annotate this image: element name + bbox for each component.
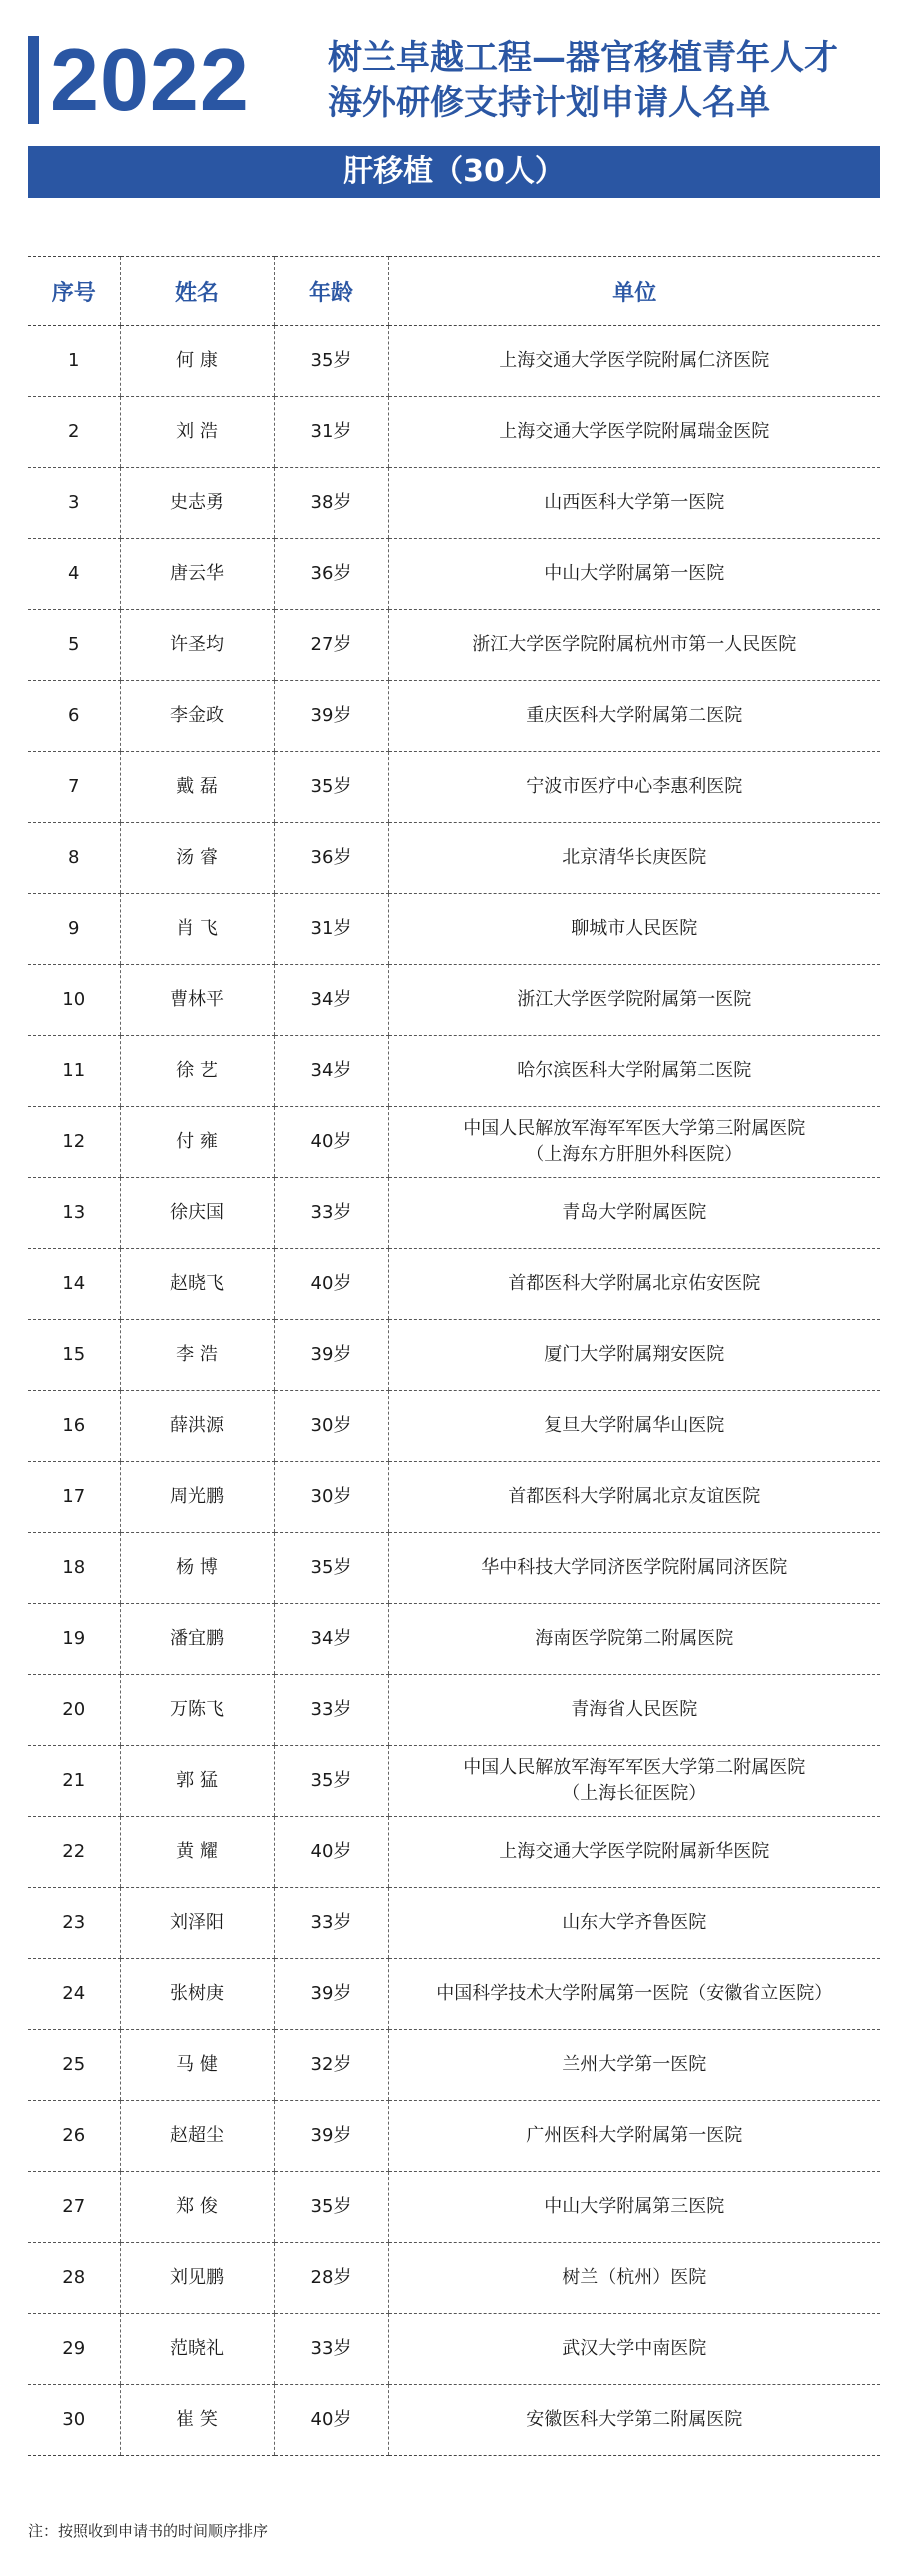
cell-number: 5 bbox=[28, 610, 120, 681]
title-line-2: 海外研修支持计划申请人名单 bbox=[328, 83, 770, 123]
cell-number: 21 bbox=[28, 1746, 120, 1817]
cell-name: 刘见鹏 bbox=[120, 2243, 274, 2314]
cell-unit: 复旦大学附属华山医院 bbox=[388, 1391, 880, 1462]
cell-number: 16 bbox=[28, 1391, 120, 1462]
cell-name: 李金政 bbox=[120, 681, 274, 752]
cell-name: 潘宜鹏 bbox=[120, 1604, 274, 1675]
cell-unit: 宁波市医疗中心李惠利医院 bbox=[388, 752, 880, 823]
table-row bbox=[28, 681, 880, 752]
cell-age: 40岁 bbox=[274, 1107, 388, 1178]
cell-age: 40岁 bbox=[274, 1249, 388, 1320]
cell-name: 肖 飞 bbox=[120, 894, 274, 965]
cell-age: 33岁 bbox=[274, 1888, 388, 1959]
cell-number: 12 bbox=[28, 1107, 120, 1178]
cell-name: 范晓礼 bbox=[120, 2314, 274, 2385]
cell-name: 许圣均 bbox=[120, 610, 274, 681]
cell-name: 薛洪源 bbox=[120, 1391, 274, 1462]
table-row bbox=[28, 1249, 880, 1320]
category-banner: 肝移植（30人） bbox=[28, 146, 880, 198]
table-row bbox=[28, 397, 880, 468]
cell-unit: 首都医科大学附属北京友谊医院 bbox=[388, 1462, 880, 1533]
cell-unit: 树兰（杭州）医院 bbox=[388, 2243, 880, 2314]
cell-unit: 北京清华长庚医院 bbox=[388, 823, 880, 894]
cell-number: 18 bbox=[28, 1533, 120, 1604]
cell-age: 34岁 bbox=[274, 1036, 388, 1107]
column-header-name: 姓名 bbox=[120, 257, 274, 326]
cell-name: 黄 耀 bbox=[120, 1817, 274, 1888]
cell-age: 36岁 bbox=[274, 823, 388, 894]
table-row bbox=[28, 610, 880, 681]
cell-number: 24 bbox=[28, 1959, 120, 2030]
cell-unit: 武汉大学中南医院 bbox=[388, 2314, 880, 2385]
cell-name: 郑 俊 bbox=[120, 2172, 274, 2243]
table-row bbox=[28, 1746, 880, 1817]
cell-name: 郭 猛 bbox=[120, 1746, 274, 1817]
cell-age: 31岁 bbox=[274, 894, 388, 965]
table-row bbox=[28, 1959, 880, 2030]
cell-age: 28岁 bbox=[274, 2243, 388, 2314]
cell-age: 34岁 bbox=[274, 1604, 388, 1675]
cell-age: 33岁 bbox=[274, 2314, 388, 2385]
column-header-age: 年龄 bbox=[274, 257, 388, 326]
column-header-number: 序号 bbox=[28, 257, 120, 326]
cell-number: 1 bbox=[28, 326, 120, 397]
cell-number: 7 bbox=[28, 752, 120, 823]
cell-name: 杨 博 bbox=[120, 1533, 274, 1604]
cell-age: 31岁 bbox=[274, 397, 388, 468]
cell-unit: 聊城市人民医院 bbox=[388, 894, 880, 965]
cell-name: 戴 磊 bbox=[120, 752, 274, 823]
cell-unit: 上海交通大学医学院附属仁济医院 bbox=[388, 326, 880, 397]
cell-age: 35岁 bbox=[274, 1746, 388, 1817]
cell-name: 徐 艺 bbox=[120, 1036, 274, 1107]
table-row bbox=[28, 2243, 880, 2314]
table-header-row bbox=[28, 257, 880, 326]
cell-number: 4 bbox=[28, 539, 120, 610]
table-row bbox=[28, 965, 880, 1036]
table-row bbox=[28, 1604, 880, 1675]
table-row bbox=[28, 1178, 880, 1249]
cell-number: 30 bbox=[28, 2385, 120, 2456]
table-row bbox=[28, 823, 880, 894]
table-row bbox=[28, 468, 880, 539]
cell-age: 35岁 bbox=[274, 752, 388, 823]
cell-number: 11 bbox=[28, 1036, 120, 1107]
table-row bbox=[28, 326, 880, 397]
table-row bbox=[28, 1391, 880, 1462]
cell-unit: 华中科技大学同济医学院附属同济医院 bbox=[388, 1533, 880, 1604]
cell-age: 39岁 bbox=[274, 681, 388, 752]
column-header-unit: 单位 bbox=[388, 257, 880, 326]
cell-unit: 中山大学附属第一医院 bbox=[388, 539, 880, 610]
cell-age: 39岁 bbox=[274, 1959, 388, 2030]
cell-number: 19 bbox=[28, 1604, 120, 1675]
cell-number: 26 bbox=[28, 2101, 120, 2172]
cell-unit: 哈尔滨医科大学附属第二医院 bbox=[388, 1036, 880, 1107]
year-heading: 2022 bbox=[50, 30, 250, 129]
cell-unit: 山东大学齐鲁医院 bbox=[388, 1888, 880, 1959]
cell-unit: 上海交通大学医学院附属新华医院 bbox=[388, 1817, 880, 1888]
cell-name: 汤 睿 bbox=[120, 823, 274, 894]
cell-age: 33岁 bbox=[274, 1675, 388, 1746]
cell-age: 39岁 bbox=[274, 2101, 388, 2172]
cell-number: 6 bbox=[28, 681, 120, 752]
cell-unit: 上海交通大学医学院附属瑞金医院 bbox=[388, 397, 880, 468]
cell-age: 27岁 bbox=[274, 610, 388, 681]
accent-bar bbox=[28, 36, 39, 124]
cell-unit: 青岛大学附属医院 bbox=[388, 1178, 880, 1249]
page-header bbox=[28, 30, 888, 130]
cell-name: 李 浩 bbox=[120, 1320, 274, 1391]
cell-unit: 重庆医科大学附属第二医院 bbox=[388, 681, 880, 752]
cell-age: 30岁 bbox=[274, 1391, 388, 1462]
cell-unit: 广州医科大学附属第一医院 bbox=[388, 2101, 880, 2172]
cell-number: 27 bbox=[28, 2172, 120, 2243]
cell-age: 30岁 bbox=[274, 1462, 388, 1533]
table-row bbox=[28, 2172, 880, 2243]
table-row bbox=[28, 539, 880, 610]
table-row bbox=[28, 752, 880, 823]
cell-number: 15 bbox=[28, 1320, 120, 1391]
cell-name: 刘泽阳 bbox=[120, 1888, 274, 1959]
cell-age: 35岁 bbox=[274, 2172, 388, 2243]
cell-number: 29 bbox=[28, 2314, 120, 2385]
cell-unit: 海南医学院第二附属医院 bbox=[388, 1604, 880, 1675]
table-row bbox=[28, 1036, 880, 1107]
cell-name: 张树庚 bbox=[120, 1959, 274, 2030]
cell-age: 32岁 bbox=[274, 2030, 388, 2101]
cell-number: 22 bbox=[28, 1817, 120, 1888]
cell-name: 周光鹏 bbox=[120, 1462, 274, 1533]
cell-unit: 安徽医科大学第二附属医院 bbox=[388, 2385, 880, 2456]
cell-age: 40岁 bbox=[274, 2385, 388, 2456]
cell-name: 曹林平 bbox=[120, 965, 274, 1036]
cell-number: 28 bbox=[28, 2243, 120, 2314]
cell-age: 38岁 bbox=[274, 468, 388, 539]
cell-age: 35岁 bbox=[274, 1533, 388, 1604]
table-row bbox=[28, 1675, 880, 1746]
cell-number: 14 bbox=[28, 1249, 120, 1320]
cell-name: 万陈飞 bbox=[120, 1675, 274, 1746]
cell-number: 9 bbox=[28, 894, 120, 965]
cell-unit: 厦门大学附属翔安医院 bbox=[388, 1320, 880, 1391]
table-row bbox=[28, 1462, 880, 1533]
cell-name: 徐庆国 bbox=[120, 1178, 274, 1249]
cell-unit: 首都医科大学附属北京佑安医院 bbox=[388, 1249, 880, 1320]
table-row bbox=[28, 1888, 880, 1959]
title-line-1: 树兰卓越工程—器官移植青年人才 bbox=[328, 38, 838, 78]
cell-name: 唐云华 bbox=[120, 539, 274, 610]
cell-age: 34岁 bbox=[274, 965, 388, 1036]
cell-name: 史志勇 bbox=[120, 468, 274, 539]
cell-name: 赵晓飞 bbox=[120, 1249, 274, 1320]
page-title bbox=[328, 36, 888, 126]
table-row bbox=[28, 2385, 880, 2456]
cell-name: 付 雍 bbox=[120, 1107, 274, 1178]
cell-name: 刘 浩 bbox=[120, 397, 274, 468]
cell-unit: 青海省人民医院 bbox=[388, 1675, 880, 1746]
cell-number: 8 bbox=[28, 823, 120, 894]
footnote: 注：按照收到申请书的时间顺序排序 bbox=[28, 2522, 269, 2540]
cell-number: 25 bbox=[28, 2030, 120, 2101]
cell-name: 马 健 bbox=[120, 2030, 274, 2101]
cell-number: 13 bbox=[28, 1178, 120, 1249]
cell-age: 35岁 bbox=[274, 326, 388, 397]
table-row bbox=[28, 1533, 880, 1604]
cell-number: 20 bbox=[28, 1675, 120, 1746]
table-row bbox=[28, 2101, 880, 2172]
table-row bbox=[28, 894, 880, 965]
table-row bbox=[28, 2030, 880, 2101]
cell-number: 23 bbox=[28, 1888, 120, 1959]
cell-unit: 中国人民解放军海军军医大学第二附属医院 （上海长征医院） bbox=[388, 1746, 880, 1817]
cell-unit: 兰州大学第一医院 bbox=[388, 2030, 880, 2101]
cell-unit: 浙江大学医学院附属杭州市第一人民医院 bbox=[388, 610, 880, 681]
cell-number: 2 bbox=[28, 397, 120, 468]
table-row bbox=[28, 1107, 880, 1178]
cell-unit: 中国人民解放军海军军医大学第三附属医院 （上海东方肝胆外科医院） bbox=[388, 1107, 880, 1178]
table-row bbox=[28, 1320, 880, 1391]
cell-age: 33岁 bbox=[274, 1178, 388, 1249]
cell-name: 赵超尘 bbox=[120, 2101, 274, 2172]
applicant-table bbox=[28, 256, 880, 2456]
cell-number: 3 bbox=[28, 468, 120, 539]
cell-number: 10 bbox=[28, 965, 120, 1036]
cell-age: 40岁 bbox=[274, 1817, 388, 1888]
cell-unit: 浙江大学医学院附属第一医院 bbox=[388, 965, 880, 1036]
table-row bbox=[28, 2314, 880, 2385]
cell-unit: 中国科学技术大学附属第一医院（安徽省立医院） bbox=[388, 1959, 880, 2030]
cell-number: 17 bbox=[28, 1462, 120, 1533]
cell-name: 何 康 bbox=[120, 326, 274, 397]
cell-age: 36岁 bbox=[274, 539, 388, 610]
table-row bbox=[28, 1817, 880, 1888]
cell-unit: 山西医科大学第一医院 bbox=[388, 468, 880, 539]
cell-age: 39岁 bbox=[274, 1320, 388, 1391]
cell-name: 崔 笑 bbox=[120, 2385, 274, 2456]
cell-unit: 中山大学附属第三医院 bbox=[388, 2172, 880, 2243]
